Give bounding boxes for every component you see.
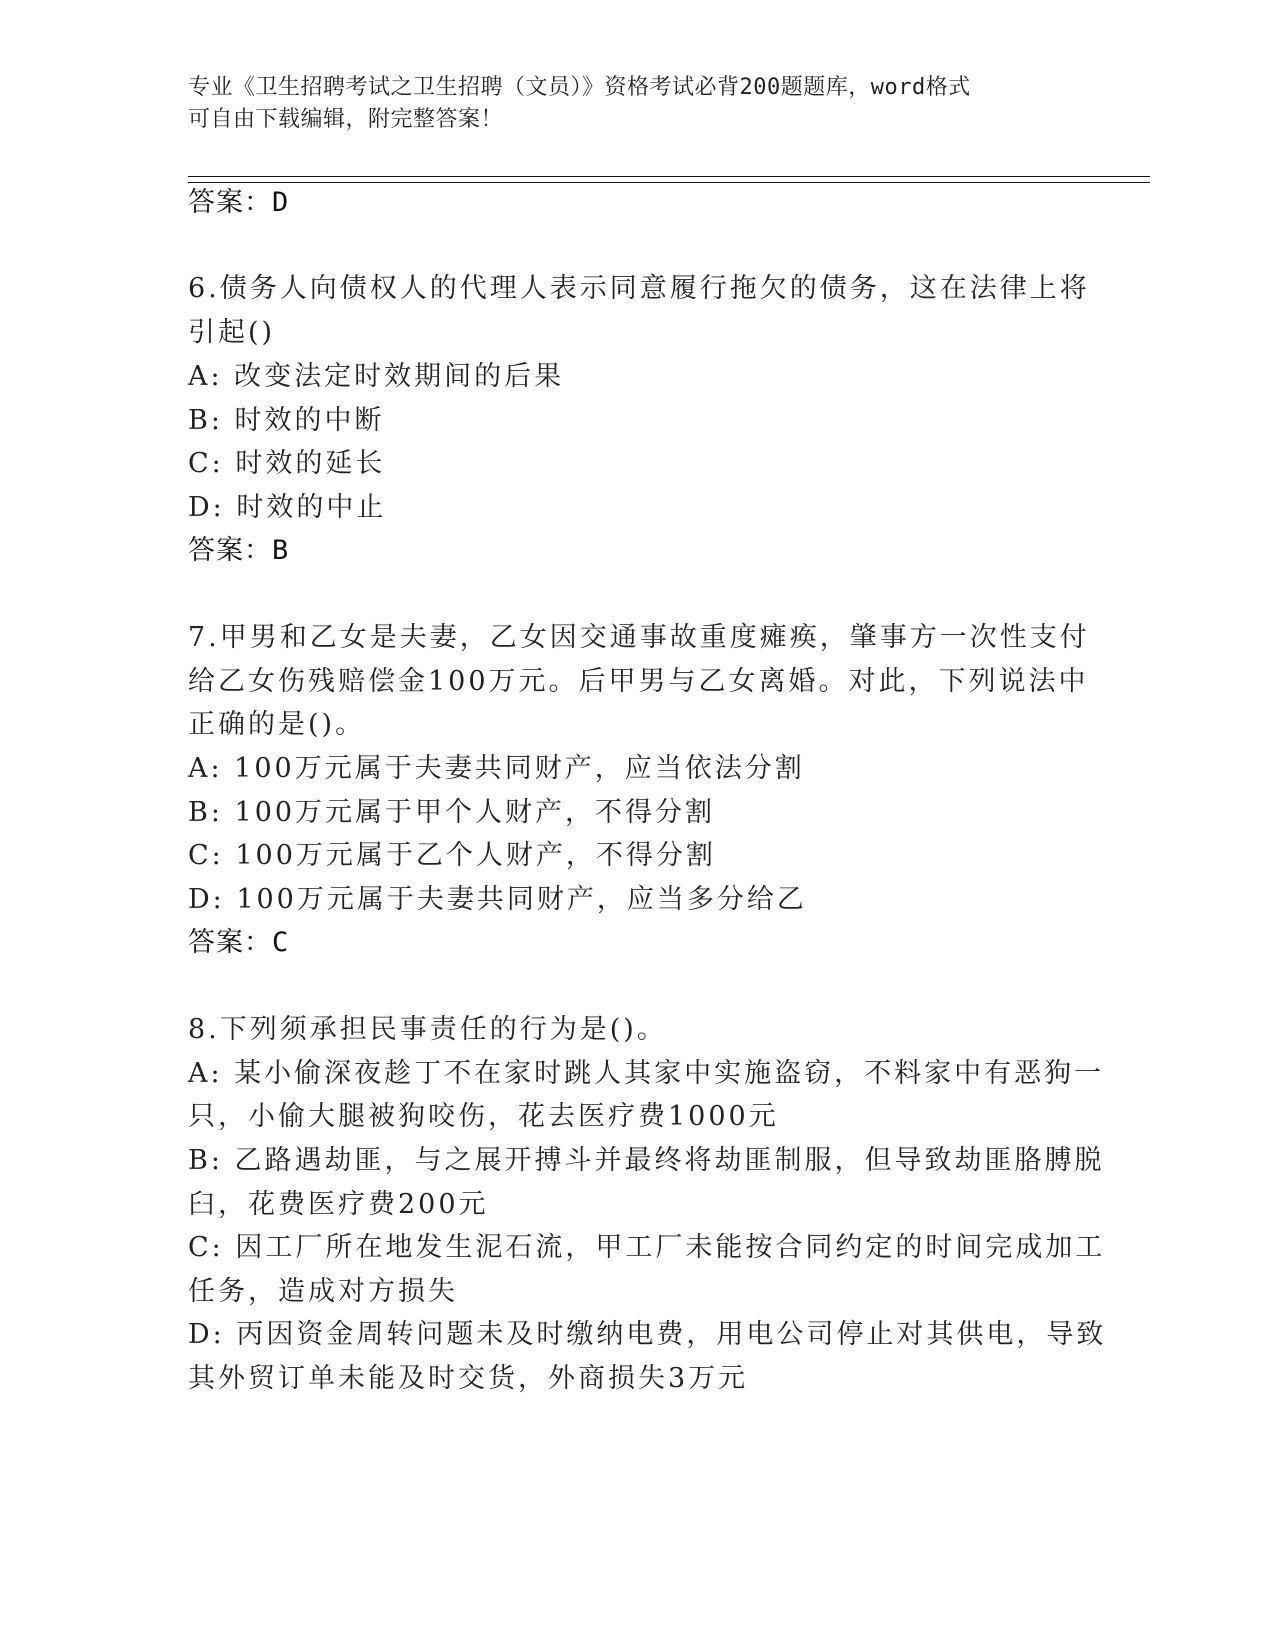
q6-option-c: C: 时效的延长 — [188, 448, 386, 479]
q8-option-c-line-2: 任务，造成对方损失 — [188, 1276, 458, 1307]
header-line-2: 可自由下载编辑，附完整答案！ — [188, 107, 504, 132]
q7-option-b: B: 100万元属于甲个人财产，不得分割 — [188, 797, 716, 828]
answer-q5: 答案：D — [188, 187, 290, 218]
document-header — [188, 72, 1088, 136]
q6-option-d: D: 时效的中止 — [188, 492, 387, 523]
q6-stem-line-2: 引起() — [188, 317, 276, 348]
q6-option-b: B: 时效的中断 — [188, 405, 385, 436]
answer-q6: 答案：B — [188, 535, 290, 566]
answer-q7: 答案：C — [188, 927, 290, 958]
q7-option-c: C: 100万元属于乙个人财产，不得分割 — [188, 840, 716, 871]
q8-option-b-line-1: B: 乙路遇劫匪，与之展开搏斗并最终将劫匪制服，但导致劫匪胳膊脱 — [188, 1145, 1105, 1176]
header-divider-top — [188, 176, 1150, 177]
q7-option-a: A: 100万元属于夫妻共同财产，应当依法分割 — [188, 753, 805, 784]
q7-stem-line-1: 7.甲男和乙女是夫妻，乙女因交通事故重度瘫痪，肇事方一次性支付 — [188, 622, 1090, 653]
q8-option-b-line-2: 臼，花费医疗费200元 — [188, 1189, 489, 1220]
q8-option-c-line-1: C: 因工厂所在地发生泥石流，甲工厂未能按合同约定的时间完成加工 — [188, 1232, 1106, 1263]
q7-option-d: D: 100万元属于夫妻共同财产，应当多分给乙 — [188, 884, 807, 915]
q8-option-a-line-1: A: 某小偷深夜趁丁不在家时跳人其家中实施盗窃，不料家中有恶狗一 — [188, 1058, 1105, 1089]
header-line-1: 专业《卫生招聘考试之卫生招聘（文员）》资格考试必背200题题库，word格式 — [188, 75, 971, 100]
q8-option-d-line-1: D: 丙因资金周转问题未及时缴纳电费，用电公司停止对其供电，导致 — [188, 1319, 1107, 1350]
q8-option-d-line-2: 其外贸订单未能及时交货，外商损失3万元 — [188, 1363, 749, 1394]
header-divider-bottom — [188, 182, 1150, 183]
q7-stem-line-2: 给乙女伤残赔偿金100万元。后甲男与乙女离婚。对此，下列说法中 — [188, 666, 1089, 697]
q7-stem-line-3: 正确的是()。 — [188, 709, 366, 740]
q6-stem-line-1: 6.债务人向债权人的代理人表示同意履行拖欠的债务，这在法律上将 — [188, 273, 1090, 304]
q8-option-a-line-2: 只，小偷大腿被狗咬伤，花去医疗费1000元 — [188, 1101, 779, 1132]
q6-option-a: A: 改变法定时效期间的后果 — [188, 361, 565, 392]
q8-stem-line-1: 8.下列须承担民事责任的行为是()。 — [188, 1014, 667, 1045]
